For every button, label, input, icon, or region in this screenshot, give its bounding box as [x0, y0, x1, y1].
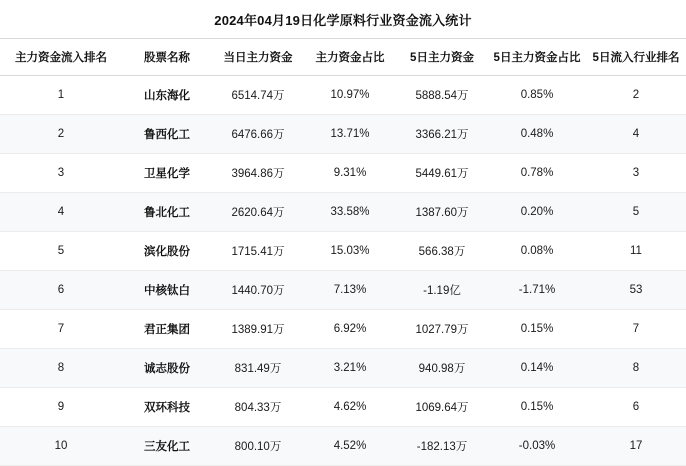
cell-rank: 5 — [0, 232, 122, 271]
cell-5day-industry-rank: 3 — [586, 154, 686, 193]
table-row — [0, 427, 686, 466]
cell-5day-main-fund: 1387.60万 — [396, 193, 488, 232]
column-header-5day-main-fund-ratio: 5日主力资金占比 — [488, 39, 586, 76]
cell-5day-main-fund: -1.19亿 — [396, 271, 488, 310]
cell-5day-main-fund-ratio: 0.15% — [488, 388, 586, 427]
cell-5day-industry-rank: 2 — [586, 76, 686, 115]
cell-main-fund-ratio: 4.62% — [304, 388, 396, 427]
cell-today-main-fund: 1440.70万 — [212, 271, 304, 310]
column-header-rank: 主力资金流入排名 — [0, 39, 122, 76]
cell-stock-name: 诚志股份 — [122, 349, 212, 388]
column-header-today-main-fund: 当日主力资金 — [212, 39, 304, 76]
cell-stock-name: 山东海化 — [122, 76, 212, 115]
cell-5day-main-fund: 3366.21万 — [396, 115, 488, 154]
cell-rank: 9 — [0, 388, 122, 427]
cell-stock-name: 滨化股份 — [122, 232, 212, 271]
cell-main-fund-ratio: 33.58% — [304, 193, 396, 232]
cell-5day-main-fund: 5449.61万 — [396, 154, 488, 193]
cell-today-main-fund: 6514.74万 — [212, 76, 304, 115]
table-row — [0, 115, 686, 154]
cell-5day-main-fund-ratio: 0.85% — [488, 76, 586, 115]
cell-today-main-fund: 1715.41万 — [212, 232, 304, 271]
cell-5day-main-fund-ratio: 0.15% — [488, 310, 586, 349]
table-row — [0, 232, 686, 271]
cell-rank: 1 — [0, 76, 122, 115]
cell-5day-main-fund-ratio: 0.48% — [488, 115, 586, 154]
column-header-5day-industry-rank: 5日流入行业排名 — [586, 39, 686, 76]
cell-main-fund-ratio: 15.03% — [304, 232, 396, 271]
cell-stock-name: 鲁西化工 — [122, 115, 212, 154]
cell-stock-name: 鲁北化工 — [122, 193, 212, 232]
cell-main-fund-ratio: 9.31% — [304, 154, 396, 193]
cell-5day-main-fund-ratio: 0.20% — [488, 193, 586, 232]
cell-5day-industry-rank: 5 — [586, 193, 686, 232]
cell-5day-main-fund: 1027.79万 — [396, 310, 488, 349]
table-row — [0, 76, 686, 115]
cell-stock-name: 君正集团 — [122, 310, 212, 349]
table-row — [0, 271, 686, 310]
cell-main-fund-ratio: 4.52% — [304, 427, 396, 466]
cell-today-main-fund: 6476.66万 — [212, 115, 304, 154]
cell-main-fund-ratio: 6.92% — [304, 310, 396, 349]
column-header-stock-name: 股票名称 — [122, 39, 212, 76]
cell-5day-main-fund-ratio: 0.14% — [488, 349, 586, 388]
cell-5day-main-fund: 940.98万 — [396, 349, 488, 388]
cell-5day-main-fund-ratio: -0.03% — [488, 427, 586, 466]
cell-5day-main-fund: -182.13万 — [396, 427, 488, 466]
cell-main-fund-ratio: 10.97% — [304, 76, 396, 115]
table-row — [0, 154, 686, 193]
cell-5day-industry-rank: 6 — [586, 388, 686, 427]
cell-5day-industry-rank: 8 — [586, 349, 686, 388]
column-header-main-fund-ratio: 主力资金占比 — [304, 39, 396, 76]
page-title: 2024年04月19日化学原料行业资金流入统计 — [214, 13, 472, 28]
cell-today-main-fund: 800.10万 — [212, 427, 304, 466]
cell-5day-industry-rank: 7 — [586, 310, 686, 349]
cell-5day-main-fund: 566.38万 — [396, 232, 488, 271]
cell-main-fund-ratio: 7.13% — [304, 271, 396, 310]
table-body — [0, 76, 686, 466]
cell-stock-name: 卫星化学 — [122, 154, 212, 193]
cell-5day-industry-rank: 53 — [586, 271, 686, 310]
cell-5day-main-fund-ratio: 0.78% — [488, 154, 586, 193]
cell-5day-main-fund: 5888.54万 — [396, 76, 488, 115]
cell-stock-name: 三友化工 — [122, 427, 212, 466]
cell-today-main-fund: 2620.64万 — [212, 193, 304, 232]
cell-rank: 3 — [0, 154, 122, 193]
cell-rank: 4 — [0, 193, 122, 232]
cell-rank: 8 — [0, 349, 122, 388]
table-row — [0, 193, 686, 232]
cell-rank: 2 — [0, 115, 122, 154]
table-header-row — [0, 39, 686, 76]
column-header-5day-main-fund: 5日主力资金 — [396, 39, 488, 76]
fund-flow-table — [0, 38, 686, 466]
cell-rank: 10 — [0, 427, 122, 466]
cell-today-main-fund: 1389.91万 — [212, 310, 304, 349]
cell-5day-main-fund: 1069.64万 — [396, 388, 488, 427]
cell-stock-name: 中核钛白 — [122, 271, 212, 310]
cell-5day-industry-rank: 4 — [586, 115, 686, 154]
cell-5day-industry-rank: 11 — [586, 232, 686, 271]
cell-stock-name: 双环科技 — [122, 388, 212, 427]
cell-rank: 7 — [0, 310, 122, 349]
table-row — [0, 349, 686, 388]
cell-today-main-fund: 831.49万 — [212, 349, 304, 388]
cell-today-main-fund: 804.33万 — [212, 388, 304, 427]
table-row — [0, 310, 686, 349]
cell-5day-main-fund-ratio: 0.08% — [488, 232, 586, 271]
table-row — [0, 388, 686, 427]
cell-today-main-fund: 3964.86万 — [212, 154, 304, 193]
table-header — [0, 39, 686, 76]
cell-main-fund-ratio: 13.71% — [304, 115, 396, 154]
cell-5day-industry-rank: 17 — [586, 427, 686, 466]
cell-main-fund-ratio: 3.21% — [304, 349, 396, 388]
cell-5day-main-fund-ratio: -1.71% — [488, 271, 586, 310]
cell-rank: 6 — [0, 271, 122, 310]
